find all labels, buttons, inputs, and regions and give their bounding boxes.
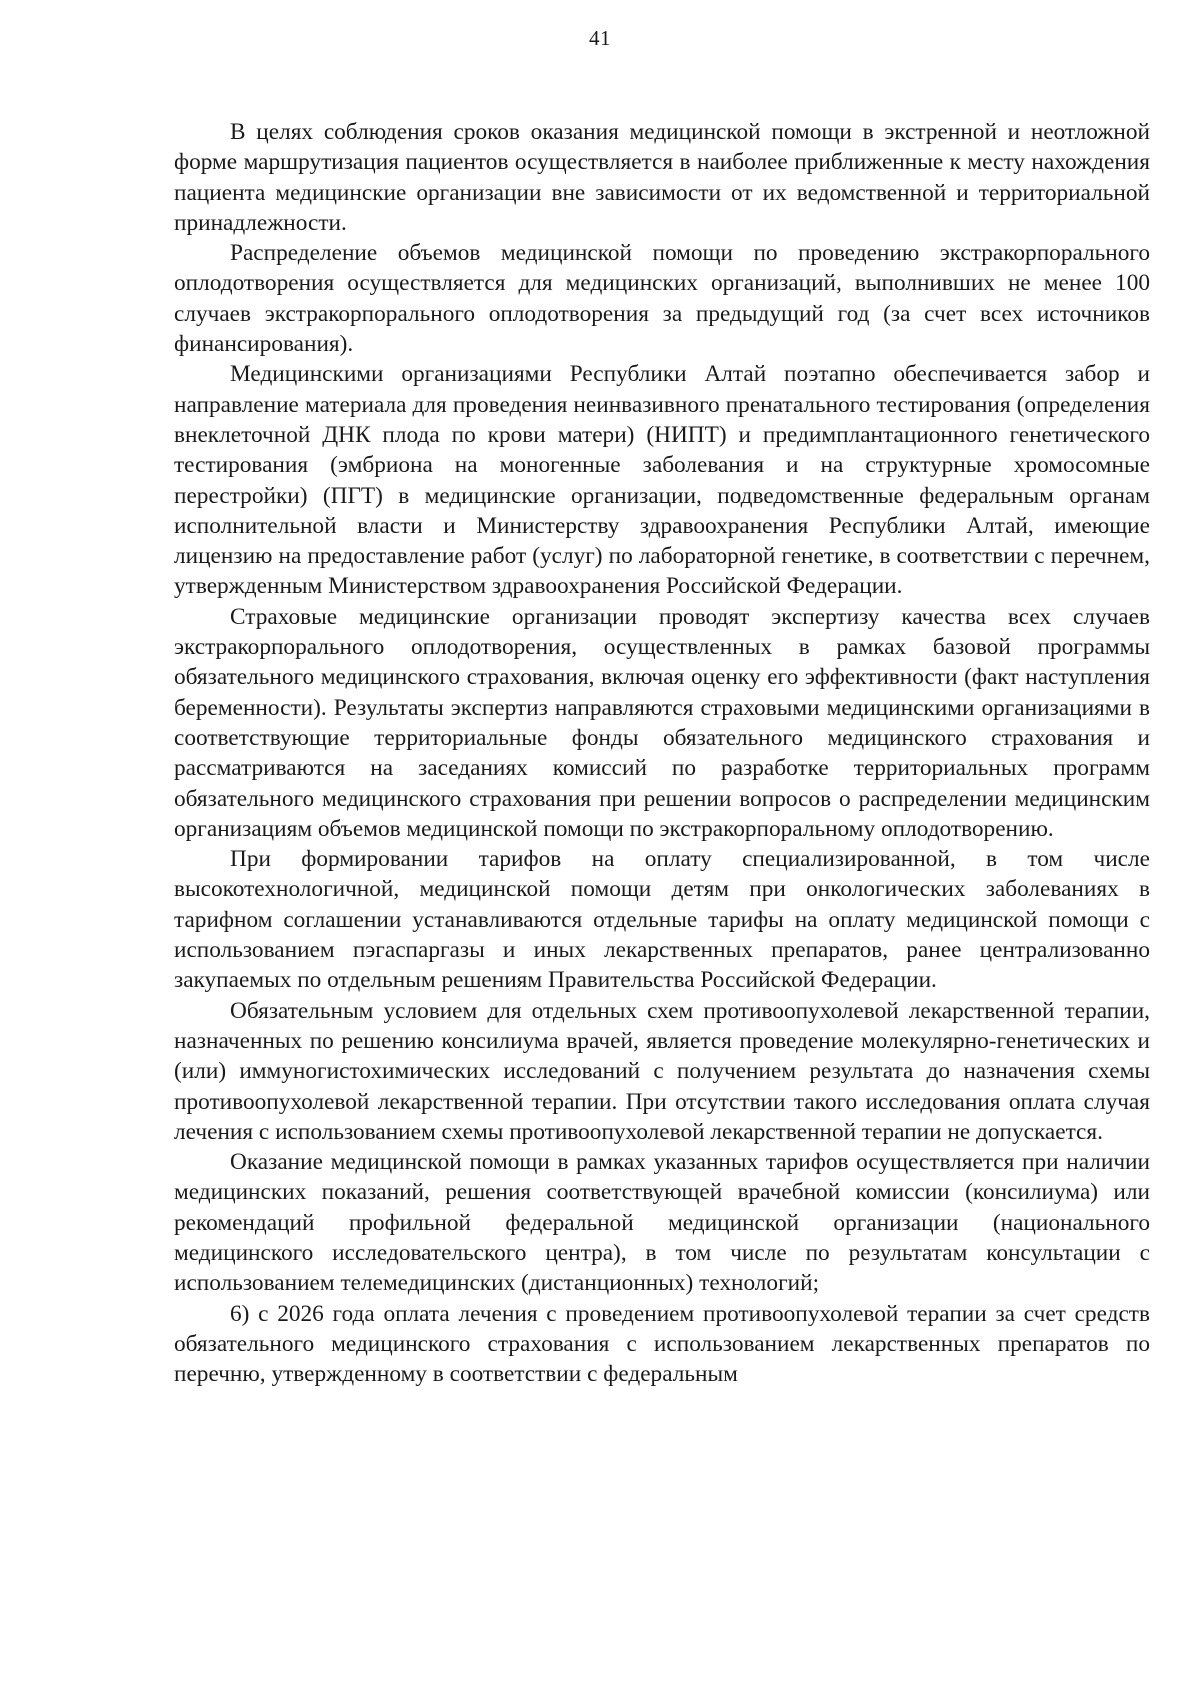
paragraph-item-6-2026: 6) с 2026 года оплата лечения с проведением противоопухолевой терапии за счет средств обязательного медицинского страхования с использованием лекарственных препаратов по перечню, утвержденному в соответствии с федеральным xyxy=(174,1300,1150,1388)
paragraph-ivf-quality-expertise: Страховые медицинские организации проводят экспертизу качества всех случаев экстракорпорального оплодотворения, осуществленных в рамках базовой программы обязательного медицинского страхования, включая оценку его эффективности (факт наступления беременности). Результаты экспертиз направляются страховыми медицинскими организациями в соответствующие территориальные фонды обязательного медицинского страхования и рассматриваются на заседаниях комиссий по разработке территориальных программ обязательного медицинского страхования при решении вопросов о распределении медицинским организациям объемов медицинской помощи по экстракорпоральному оплодотворению. xyxy=(174,603,1150,842)
paragraph-prenatal-testing: Медицинскими организациями Республики Алтай поэтапно обеспечивается забор и направление материала для проведения неинвазивного пренатального тестирования (определения внеклеточной ДНК плода по крови матери) (НИПТ) и предимплантационного генетического тестирования (эмбриона на моногенные заболевания и на структурные хромосомные перестройки) (ПГТ) в медицинские организации, подведомственные федеральным органам исполнительной власти и Министерству здравоохранения Республики Алтай, имеющие лицензию на предоставление работ (услуг) по лабораторной генетике, в соответствии с перечнем, утвержденным Министерством здравоохранения Российской Федерации. xyxy=(174,361,1150,600)
paragraph-ivf-volume-distribution: Распределение объемов медицинской помощи по проведению экстракорпорального оплодотворения осуществляется для медицинских организаций, выполнивших не менее 100 случаев экстракорпорального оплодотворения за предыдущий год (за счет всех источников финансирования). xyxy=(174,240,1150,358)
page-number: 41 xyxy=(589,26,611,50)
paragraph-molecular-genetic-requirement: Обязательным условием для отдельных схем противоопухолевой лекарственной терапии, назначенных по решению консилиума врачей, является проведение молекулярно-генетических и (или) иммуногистохимических исследований с получением результата до назначения схемы противоопухолевой лекарственной терапии. При отсутствии такого исследования оплата случая лечения с использованием схемы противоопухолевой лекарственной терапии не допускается. xyxy=(174,997,1150,1145)
document-body xyxy=(174,117,1150,1389)
paragraph-emergency-routing: В целях соблюдения сроков оказания медицинской помощи в экстренной и неотложной форме маршрутизация пациентов осуществляется в наиболее приближенные к месту нахождения пациента медицинские организации вне зависимости от их ведомственной и территориальной принадлежности. xyxy=(174,119,1150,236)
paragraph-pediatric-oncology-tariffs: При формировании тарифов на оплату специализированной, в том числе высокотехнологичной, медицинской помощи детям при онкологических заболеваниях в тарифном соглашении устанавливаются отдельные тарифы на оплату медицинской помощи с использованием пэгаспаргазы и иных лекарственных препаратов, ранее централизованно закупаемых по отдельным решениям Правительства Российской Федерации. xyxy=(174,846,1150,994)
paragraph-care-conditions: Оказание медицинской помощи в рамках указанных тарифов осуществляется при наличии медицинских показаний, решения соответствующей врачебной комиссии (консилиума) или рекомендаций профильной федеральной медицинской организации (национального медицинского исследовательского центра), в том числе по результатам консультации с использованием телемедицинских (дистанционных) технологий; xyxy=(174,1149,1150,1297)
